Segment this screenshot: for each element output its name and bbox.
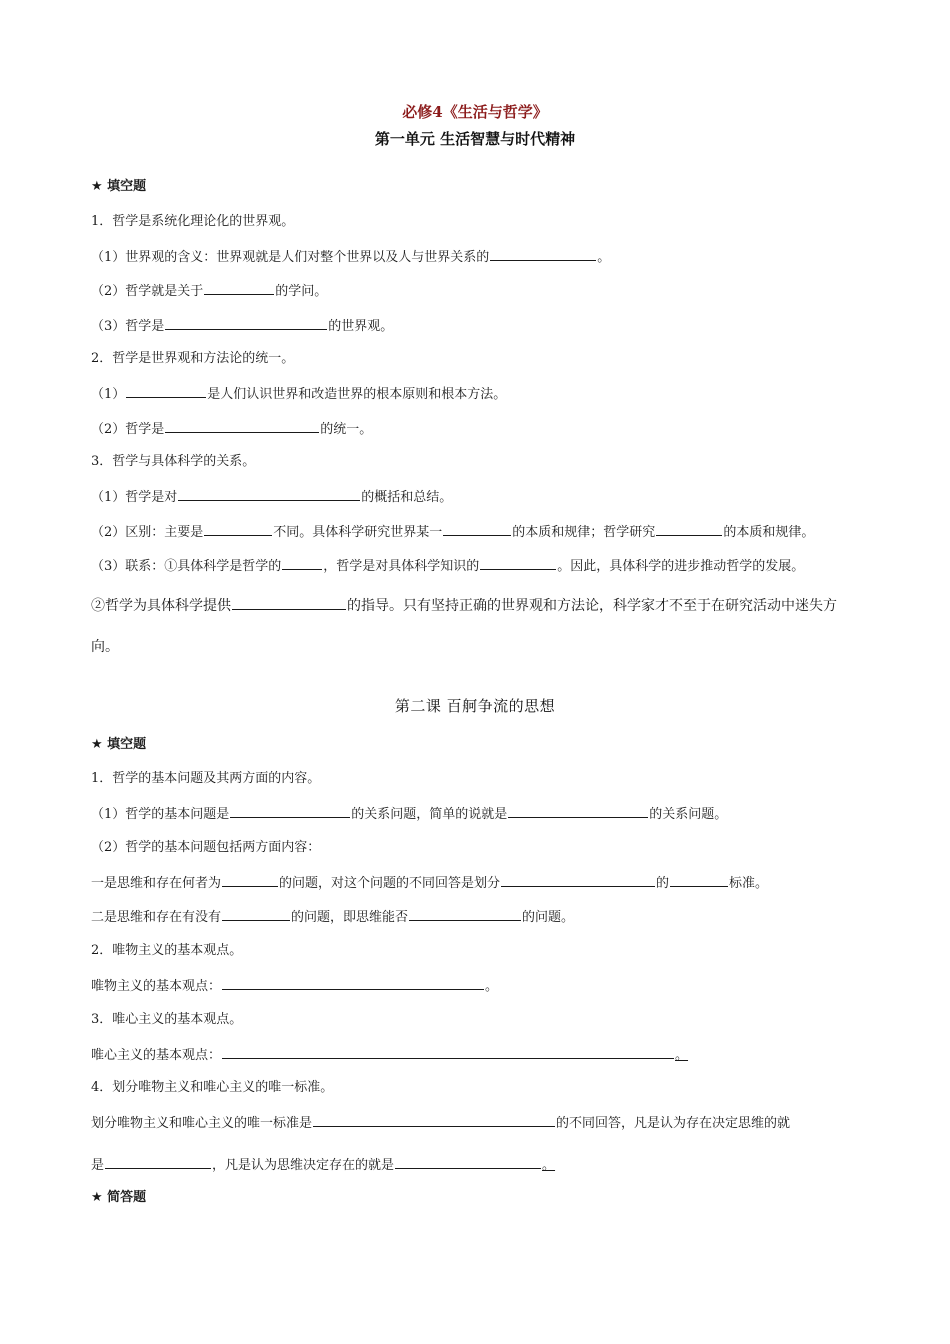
question-text: （2）哲学就是关于 <box>91 284 204 299</box>
lesson2-question-3: 3．唯心主义的基本观点。 <box>91 1012 243 1027</box>
lesson2-question-1-2: （2）哲学的基本问题包括两方面内容： <box>91 840 321 855</box>
answer-blank[interactable] <box>490 247 596 261</box>
lesson2-question-1-1 <box>91 804 727 824</box>
question-text: ，哲学是对具体科学知识的 <box>323 559 480 574</box>
question-text: ②哲学为具体科学提供 <box>91 598 231 614</box>
lesson2-question-4-2 <box>91 1155 555 1175</box>
question-text: 二是思维和存在有没有 <box>91 910 222 925</box>
answer-blank[interactable] <box>230 804 350 818</box>
question-text: （2）哲学是 <box>91 422 165 437</box>
question-text: 的不同回答，凡是认为存在决定思维的就 <box>556 1116 791 1131</box>
question-text: 。 <box>542 1158 556 1173</box>
answer-blank[interactable] <box>178 487 360 501</box>
question-text: 的世界观。 <box>328 319 394 334</box>
answer-blank[interactable] <box>409 907 521 921</box>
answer-blank[interactable] <box>204 281 274 295</box>
question-3-2 <box>91 522 814 542</box>
question-text: 是 <box>91 1158 105 1173</box>
answer-blank[interactable] <box>656 522 722 536</box>
question-text: 。 <box>485 979 499 994</box>
lesson2-question-4: 4．划分唯物主义和唯心主义的唯一标准。 <box>91 1080 334 1095</box>
question-3-4 <box>91 596 837 615</box>
section-heading-fill-blank: ★ 填空题 <box>91 179 147 194</box>
question-text: 的问题，即思维能否 <box>291 910 409 925</box>
lesson2-question-1: 1．哲学的基本问题及其两方面的内容。 <box>91 771 321 786</box>
question-text: （2）区别：主要是 <box>91 525 204 540</box>
question-3-3 <box>91 556 804 576</box>
question-text: 。因此，具体科学的进步推动哲学的发展。 <box>557 559 805 574</box>
question-text: 的概括和总结。 <box>361 490 453 505</box>
question-text: 。 <box>675 1048 689 1063</box>
question-1-1 <box>91 247 610 267</box>
answer-blank[interactable] <box>222 976 484 990</box>
answer-blank[interactable] <box>480 556 556 570</box>
question-text: （3）联系：①具体科学是哲学的 <box>91 559 282 574</box>
answer-blank[interactable] <box>165 419 319 433</box>
question-text: 不同。具体科学研究世界某一 <box>273 525 443 540</box>
question-text: 的本质和规律；哲学研究 <box>512 525 656 540</box>
question-text: （1） <box>91 387 126 402</box>
question-2: 2．哲学是世界观和方法论的统一。 <box>91 351 295 366</box>
question-text: 的学问。 <box>275 284 328 299</box>
question-text: （1）世界观的含义：世界观就是人们对整个世界以及人与世界关系的 <box>91 250 490 265</box>
question-text: 的 <box>656 876 670 891</box>
question-text: 是人们认识世界和改造世界的根本原则和根本方法。 <box>207 387 507 402</box>
question-1-2 <box>91 281 327 301</box>
question-text: 的问题。 <box>522 910 575 925</box>
answer-blank[interactable] <box>508 804 648 818</box>
question-3: 3．哲学与具体科学的关系。 <box>91 454 256 469</box>
answer-blank[interactable] <box>165 316 327 330</box>
question-2-2 <box>91 419 372 439</box>
lesson2-question-4-1 <box>91 1113 790 1133</box>
question-text: 的问题，对这个问题的不同回答是划分 <box>279 876 501 891</box>
question-text: 唯心主义的基本观点： <box>91 1048 222 1063</box>
question-text: 划分唯物主义和唯心主义的唯一标准是 <box>91 1116 313 1131</box>
question-text: 唯物主义的基本观点： <box>91 979 222 994</box>
question-text: 的本质和规律。 <box>723 525 815 540</box>
question-text: （1）哲学的基本问题是 <box>91 807 230 822</box>
question-text: 标准。 <box>729 876 769 891</box>
question-text: （1）哲学是对 <box>91 490 178 505</box>
lesson2-question-3-1 <box>91 1045 688 1065</box>
question-text: 的关系问题，简单的说就是 <box>351 807 508 822</box>
lesson2-line-2 <box>91 907 574 927</box>
answer-blank[interactable] <box>232 596 346 610</box>
lesson2-question-2: 2．唯物主义的基本观点。 <box>91 943 243 958</box>
answer-blank[interactable] <box>395 1155 541 1169</box>
book-title: 必修4《生活与哲学》 <box>402 103 548 121</box>
answer-blank[interactable] <box>222 873 278 887</box>
answer-blank[interactable] <box>501 873 655 887</box>
answer-blank[interactable] <box>204 522 272 536</box>
answer-blank[interactable] <box>313 1113 555 1127</box>
answer-blank[interactable] <box>282 556 322 570</box>
question-text: 一是思维和存在何者为 <box>91 876 222 891</box>
answer-blank[interactable] <box>443 522 511 536</box>
question-3-1 <box>91 487 452 507</box>
question-text: 的关系问题。 <box>649 807 728 822</box>
question-text: 的统一。 <box>320 422 373 437</box>
lesson2-line-1 <box>91 873 768 893</box>
question-3-4-cont: 向。 <box>91 639 119 655</box>
question-1: 1．哲学是系统化理论化的世界观。 <box>91 214 295 229</box>
question-text: 。 <box>597 250 611 265</box>
lesson-title: 第二课 百舸争流的思想 <box>394 697 556 715</box>
unit-title: 第一单元 生活智慧与时代精神 <box>374 130 576 148</box>
question-text: 的指导。只有坚持正确的世界观和方法论，科学家才不至于在研究活动中迷失方 <box>347 598 837 614</box>
answer-blank[interactable] <box>105 1155 211 1169</box>
lesson2-question-2-1 <box>91 976 498 996</box>
section-heading-short-answer: ★ 简答题 <box>91 1190 147 1205</box>
answer-blank[interactable] <box>222 907 290 921</box>
answer-blank[interactable] <box>126 384 206 398</box>
question-2-1 <box>91 384 506 404</box>
answer-blank[interactable] <box>222 1045 674 1059</box>
answer-blank[interactable] <box>670 873 728 887</box>
question-1-3 <box>91 316 393 336</box>
section-heading-fill-blank-2: ★ 填空题 <box>91 737 147 752</box>
question-text: （3）哲学是 <box>91 319 165 334</box>
question-text: ，凡是认为思维决定存在的就是 <box>212 1158 395 1173</box>
